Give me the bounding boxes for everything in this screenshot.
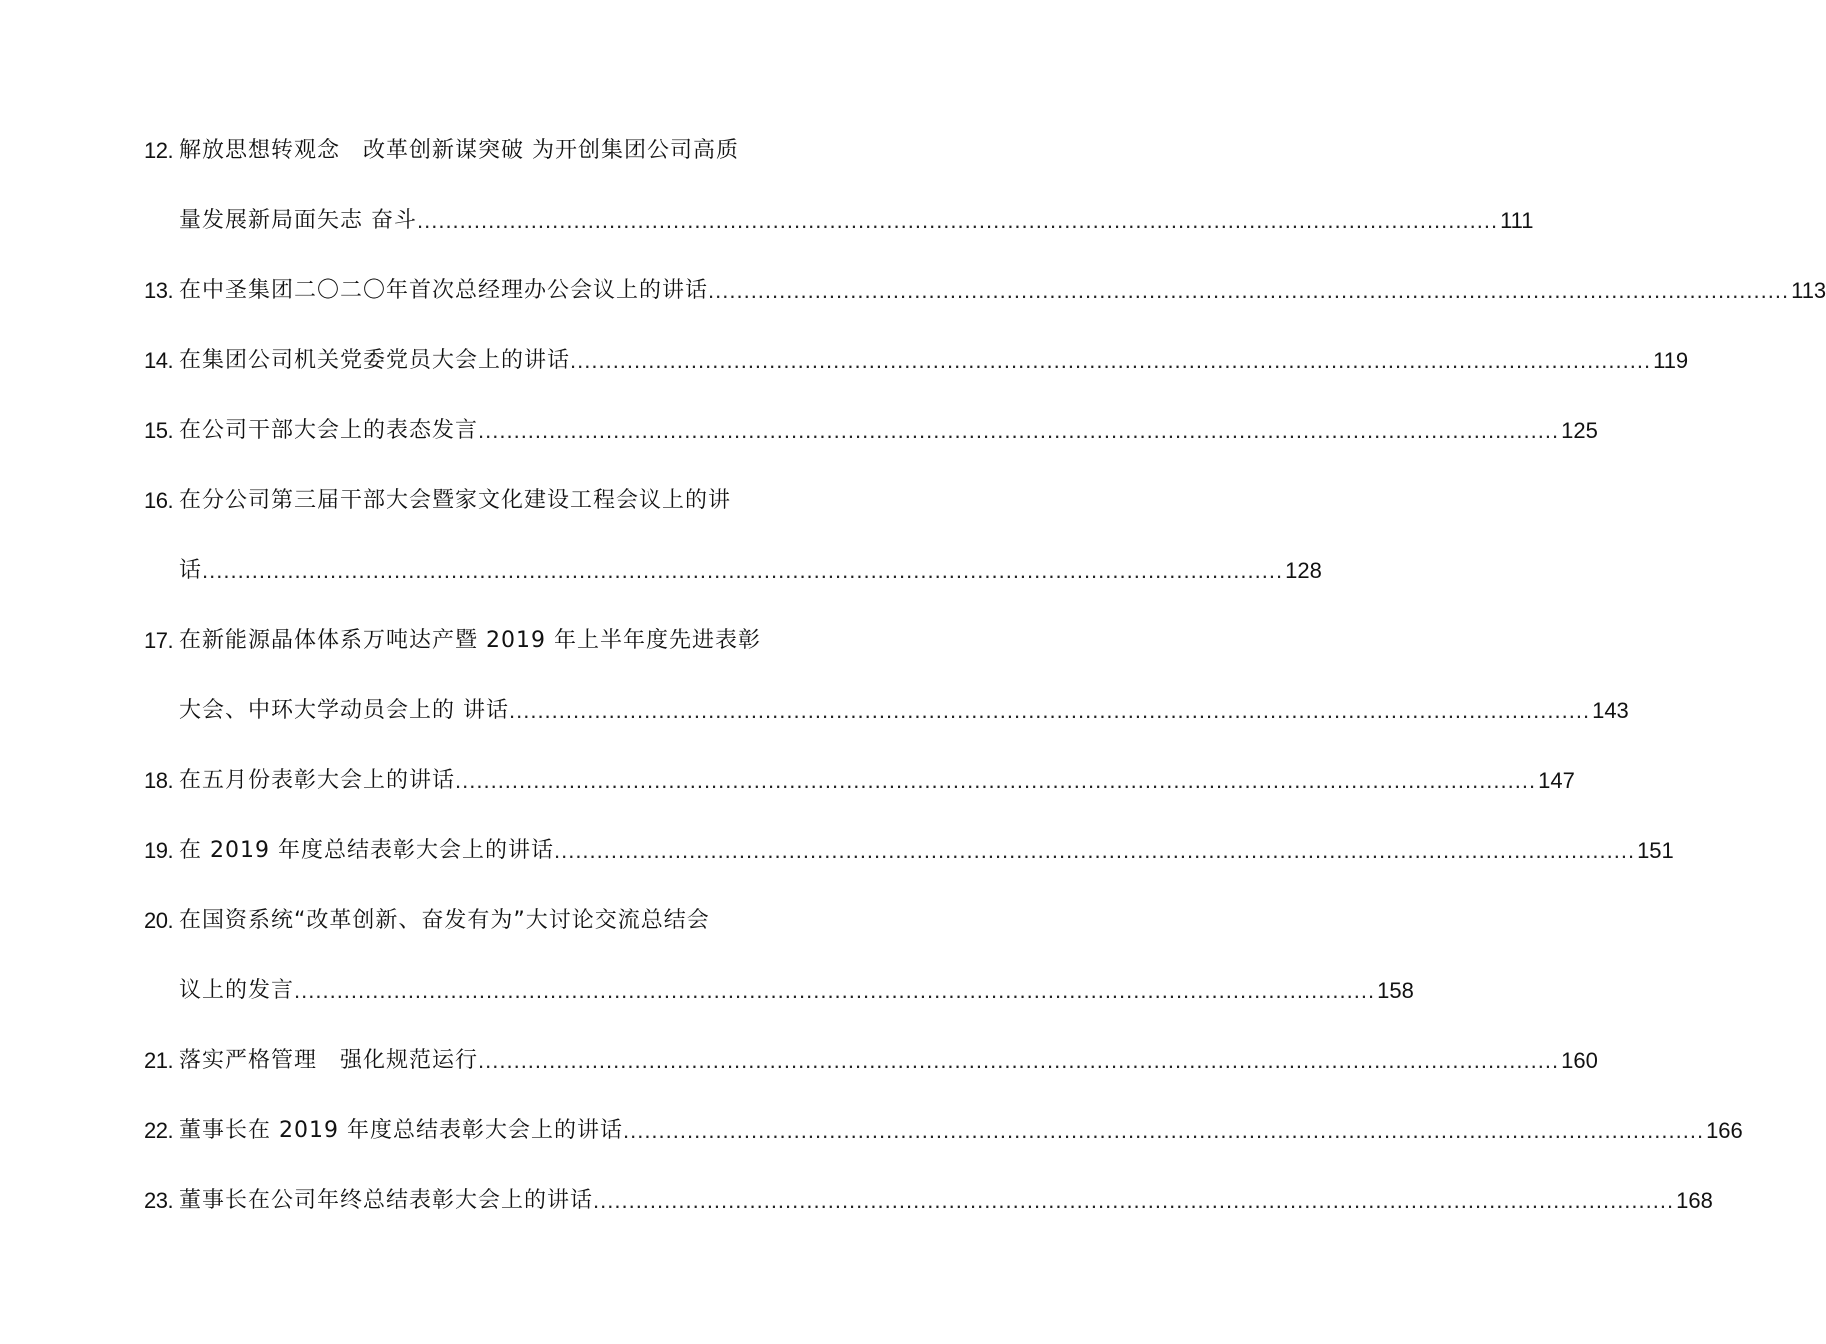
- toc-entry-18[interactable]: [144, 760, 1575, 830]
- entry-title: 董事长在 2019 年度总结表彰大会上的讲话: [179, 1118, 623, 1143]
- dot-leader: [708, 270, 1789, 312]
- entry-title: 落实严格管理 强化规范运行: [179, 1048, 479, 1073]
- dot-leader: [593, 1180, 1674, 1222]
- entry-title: 在中圣集团二〇二〇年首次总经理办公会议上的讲话: [179, 278, 709, 303]
- entry-page-number: 113: [1791, 278, 1826, 303]
- entry-title-continued: 议上的发言: [179, 978, 295, 1003]
- entry-page-number: 151: [1637, 838, 1674, 863]
- entry-title: 在五月份表彰大会上的讲话: [179, 768, 456, 793]
- entry-title: 在公司干部大会上的表态发言: [179, 418, 479, 443]
- entry-number: 18.: [144, 768, 174, 793]
- entry-number: 23.: [144, 1188, 174, 1213]
- entry-title: 在集团公司机关党委党员大会上的讲话: [179, 348, 571, 373]
- dot-leader: [202, 550, 1283, 592]
- entry-page-number: 160: [1561, 1048, 1598, 1073]
- entry-page-number: 158: [1377, 978, 1414, 1003]
- entry-title-continued: 话: [179, 558, 203, 583]
- toc-entry-23[interactable]: [144, 1180, 1713, 1250]
- entry-title-continued: 量发展新局面矢志 奋斗: [179, 208, 417, 233]
- entry-number: 12.: [144, 138, 174, 163]
- entry-number: 19.: [144, 838, 174, 863]
- toc-entry-15[interactable]: [144, 410, 1598, 480]
- entry-number: 21.: [144, 1048, 174, 1073]
- entry-number: 16.: [144, 488, 174, 513]
- entry-page-number: 168: [1676, 1188, 1713, 1213]
- entry-title: 在 2019 年度总结表彰大会上的讲话: [179, 838, 554, 863]
- entry-title: 在国资系统“改革创新、奋发有为”大讨论交流总结会: [179, 908, 710, 933]
- entry-page-number: 111: [1500, 208, 1534, 233]
- entry-number: 20.: [144, 908, 174, 933]
- toc-entry-20[interactable]: [144, 900, 1414, 1040]
- dot-leader: [570, 340, 1651, 382]
- entry-page-number: 119: [1653, 348, 1689, 373]
- entry-title-continued: 大会、中环大学动员会上的 讲话: [179, 698, 509, 723]
- toc-entry-19[interactable]: [144, 830, 1674, 900]
- entry-page-number: 147: [1538, 768, 1575, 793]
- dot-leader: [478, 410, 1559, 452]
- entry-number: 17.: [144, 628, 174, 653]
- dot-leader: [455, 760, 1536, 802]
- entry-number: 14.: [144, 348, 174, 373]
- toc-entry-12[interactable]: [144, 130, 1534, 270]
- dot-leader: [509, 690, 1590, 732]
- entry-page-number: 166: [1706, 1118, 1743, 1143]
- entry-title: 在分公司第三届干部大会暨家文化建设工程会议上的讲: [179, 488, 732, 513]
- entry-number: 15.: [144, 418, 174, 443]
- dot-leader: [478, 1040, 1559, 1082]
- toc-entry-17[interactable]: [144, 620, 1629, 760]
- entry-title: 解放思想转观念 改革创新谋突破 为开创集团公司高质: [179, 138, 739, 163]
- entry-title: 在新能源晶体体系万吨达产暨 2019 年上半年度先进表彰: [179, 628, 761, 653]
- dot-leader: [554, 830, 1635, 872]
- entry-page-number: 143: [1592, 698, 1629, 723]
- dot-leader: [417, 200, 1498, 242]
- entry-number: 13.: [144, 278, 174, 303]
- table-of-contents: [144, 130, 1826, 1250]
- dot-leader: [294, 970, 1375, 1012]
- entry-page-number: 128: [1285, 558, 1322, 583]
- entry-title: 董事长在公司年终总结表彰大会上的讲话: [179, 1188, 594, 1213]
- toc-entry-21[interactable]: [144, 1040, 1598, 1110]
- toc-entry-14[interactable]: [144, 340, 1689, 410]
- toc-entry-16[interactable]: [144, 480, 1322, 620]
- entry-page-number: 125: [1561, 418, 1598, 443]
- dot-leader: [623, 1110, 1704, 1152]
- toc-entry-13[interactable]: [144, 270, 1826, 340]
- toc-entry-22[interactable]: [144, 1110, 1743, 1180]
- entry-number: 22.: [144, 1118, 174, 1143]
